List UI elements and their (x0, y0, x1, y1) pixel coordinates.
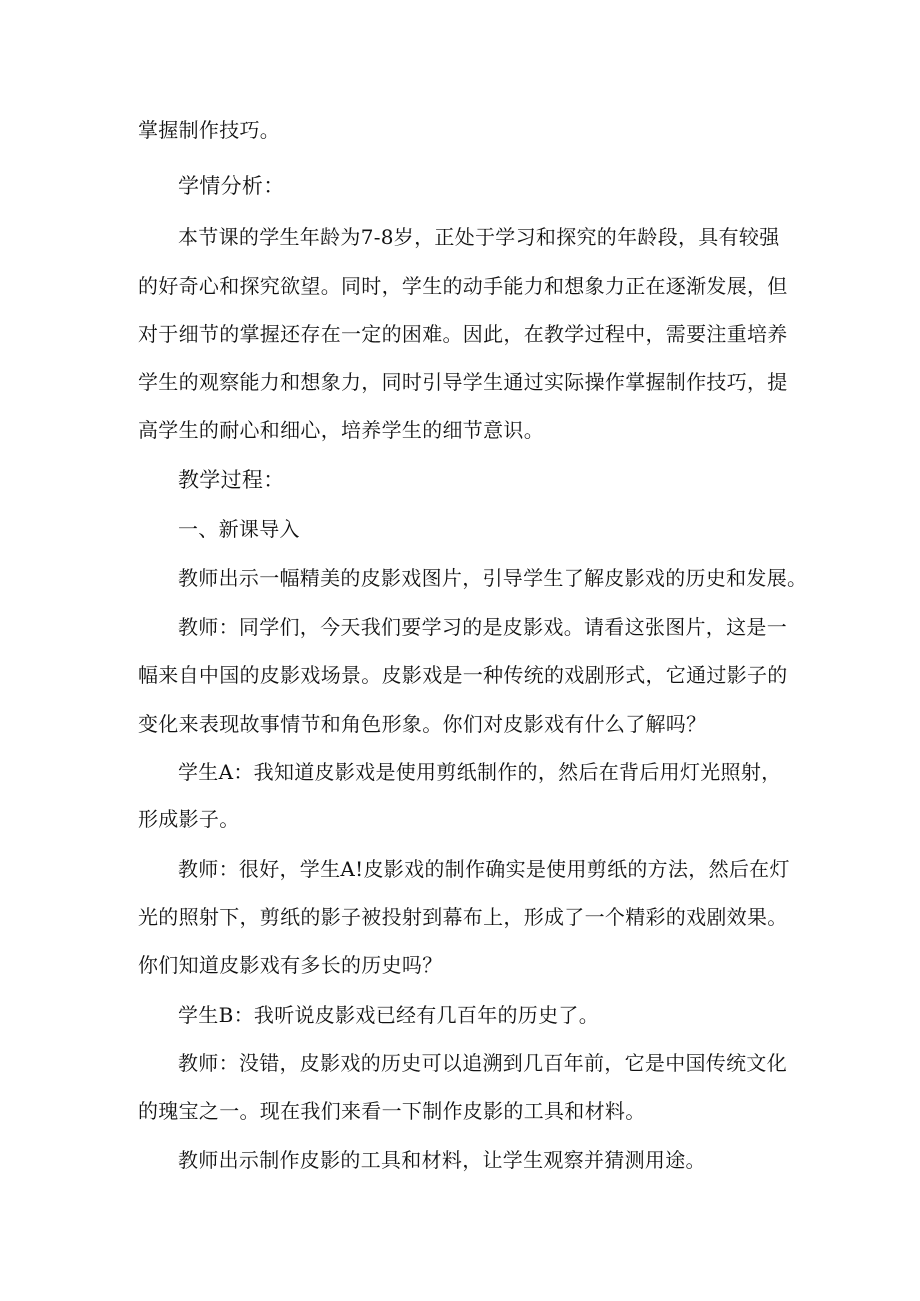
section-heading-student-analysis: 学情分析： (178, 174, 285, 198)
paragraph-line: 你们知道皮影戏有多长的历史吗？ (138, 953, 443, 977)
paragraph-line: 教师：同学们，今天我们要学习的是皮影戏。请看这张图片，这是一 (178, 615, 787, 639)
paragraph-line: 的瑰宝之一。现在我们来看一下制作皮影的工具和材料。 (138, 1099, 646, 1123)
paragraph-line: 学生A：我知道皮影戏是使用剪纸制作的，然后在背后用灯光照射， (178, 760, 782, 784)
paragraph-line: 学生的观察能力和想象力，同时引导学生通过实际操作掌握制作技巧，提 (138, 370, 788, 394)
paragraph-line: 对于细节的掌握还存在一定的困难。因此，在教学过程中，需要注重培养 (138, 322, 788, 346)
section-heading-teaching-process: 教学过程： (178, 468, 285, 492)
paragraph-line: 光的照射下，剪纸的影子被投射到幕布上，形成了一个精彩的戏剧效果。 (138, 905, 788, 929)
paragraph-line: 幅来自中国的皮影戏场景。皮影戏是一种传统的戏剧形式，它通过影子的 (138, 663, 788, 687)
paragraph-line: 的好奇心和探究欲望。同时，学生的动手能力和想象力正在逐渐发展，但 (138, 274, 788, 298)
paragraph-line: 变化来表现故事情节和角色形象。你们对皮影戏有什么了解吗？ (138, 712, 707, 736)
paragraph-line: 本节课的学生年龄为7-8岁，正处于学习和探究的年龄段，具有较强 (178, 225, 780, 249)
subheading-new-lesson-intro: 一、新课导入 (178, 517, 300, 541)
paragraph-line: 教师出示制作皮影的工具和材料，让学生观察并猜测用途。 (178, 1148, 706, 1172)
paragraph-line: 学生B：我听说皮影戏已经有几百年的历史了。 (178, 1003, 599, 1027)
paragraph-line: 教师出示一幅精美的皮影戏图片，引导学生了解皮影戏的历史和发展。 (178, 566, 808, 590)
paragraph-line: 教师：没错，皮影戏的历史可以追溯到几百年前，它是中国传统文化 (178, 1051, 787, 1075)
paragraph-line: 教师：很好，学生A!皮影戏的制作确实是使用剪纸的方法，然后在灯 (178, 857, 790, 881)
paragraph-line: 高学生的耐心和细心，培养学生的细节意识。 (138, 418, 544, 442)
paragraph-line: 掌握制作技巧。 (138, 118, 281, 142)
paragraph-line: 形成影子。 (138, 807, 240, 831)
